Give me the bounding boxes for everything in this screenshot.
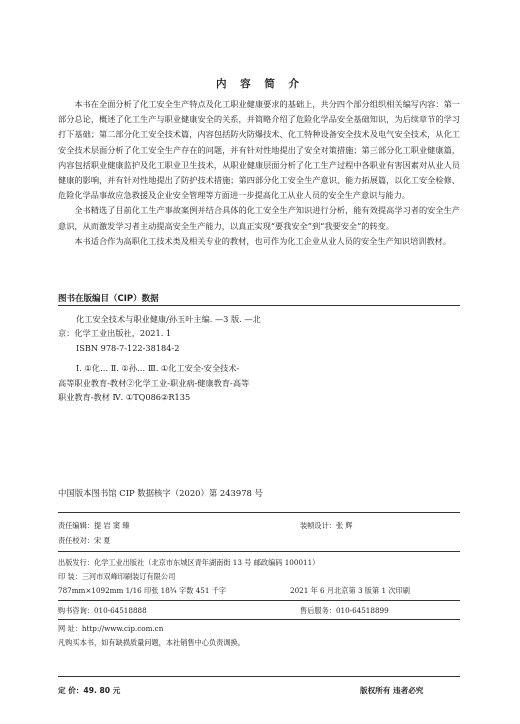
summary-title: 内 容 简 介 <box>216 78 304 90</box>
cip-line-classification-1: Ⅰ. ①化… Ⅱ. ①孙… Ⅲ. ①化工安全-安全技术- <box>76 363 240 374</box>
summary-paragraph-2: 全书精选了目前化工生产事故案例并结合具体的化工安全生产知识进行分析，能有效提高学习者的安全生产意识，从而激发学习者主动提高安全生产能力，以真正实现“要我安全”到“我要安全”的转变。 <box>58 205 460 231</box>
divider <box>58 676 460 677</box>
cip-record <box>58 312 306 404</box>
cip-line-isbn: ISBN 978-7-122-38184-2 <box>76 342 180 353</box>
content-summary <box>58 97 460 249</box>
cip-line-title: 化工安全技术与职业健康/孙玉叶主编. —3 版. —北 <box>76 314 261 324</box>
credit-designer: 装帧设计：张 辉 <box>300 521 353 530</box>
divider <box>58 512 460 513</box>
cip-divider <box>58 305 460 306</box>
divider <box>58 600 460 601</box>
printer-line: 印 装：三河市双峰印刷装订有限公司 <box>58 572 176 581</box>
cip-line-publisher: 京：化学工业出版社，2021. 1 <box>58 328 172 339</box>
cip-heading: 图书在版编目（CIP）数据 <box>58 294 159 304</box>
cip-number: 中国版本图书馆 CIP 数据核字（2020）第 243978 号 <box>58 488 263 498</box>
summary-paragraph-3: 本书适合作为高职化工技术类及相关专业的教材，也可作为化工企业从业人员的安全生产知识培训教材。 <box>74 235 452 246</box>
notice-line: 凡购买本书，如有缺损质量问题，本社销售中心负责调换。 <box>58 638 245 647</box>
cip-line-classification-2: 高等职业教育-教材②化学工业-职业病-健康教育-高等 <box>58 377 250 388</box>
divider <box>58 619 460 620</box>
summary-paragraph-1: 本书在全面分析了化工安全生产特点及化工职业健康要求的基础上，共分四个部分组织相关编写内容：第一部分总论，概述了化工生产与职业健康安全的关系，并简略介绍了危险化学品安全基础知识，为后续章节的学习打下基础；第二部分化工安全技术篇，内容包括防火防爆技术、化工特种设备安全技术及电气安全技术，从化工安全技术层面分析了化工安全生产存在的问题，并有针对性地提出了安全对策措施；第三部分化工职业健康篇，内容包括职业健康监护及化工职业卫生技术，从职业健康层面分析了化工生产过程中各职业有害因素对从业人员健康的影响，并有针对性地提出了防护技术措施；第四部分化工安全生产意识、能力拓展篇，以化工安全检修、危险化学品事故应急救援及企业安全管理等方面进一步提高化工从业人员的安全生产意识与能力。 <box>58 99 460 201</box>
cip-line-classification-3: 职业教育-教材 Ⅳ. ①TQ086②R135 <box>58 392 191 403</box>
service-contact: 售后服务：010-64518899 <box>300 606 389 615</box>
rights-notice: 版权所有 违者必究 <box>360 686 424 695</box>
purchase-contact: 购书咨询：010-64518888 <box>58 606 147 615</box>
credit-proofreader: 责任校对：宋 夏 <box>58 536 111 545</box>
spec-line: 787mm×1092mm 1/16 印张 18¾ 字数 451 千字 <box>58 586 227 595</box>
publisher-line: 出版发行：化学工业出版社（北京市东城区青年湖南街 13 号 邮政编码 100011） <box>58 558 320 567</box>
edition-line: 2021 年 6 月北京第 3 版第 1 次印刷 <box>290 586 410 595</box>
price-label: 定 价：49. 80 元 <box>58 686 121 695</box>
credit-editor: 责任编辑：提 岩 窦 臻 <box>58 521 130 530</box>
website-line: 网 址：http://www.cip.com.cn <box>58 624 164 633</box>
divider <box>58 551 460 552</box>
